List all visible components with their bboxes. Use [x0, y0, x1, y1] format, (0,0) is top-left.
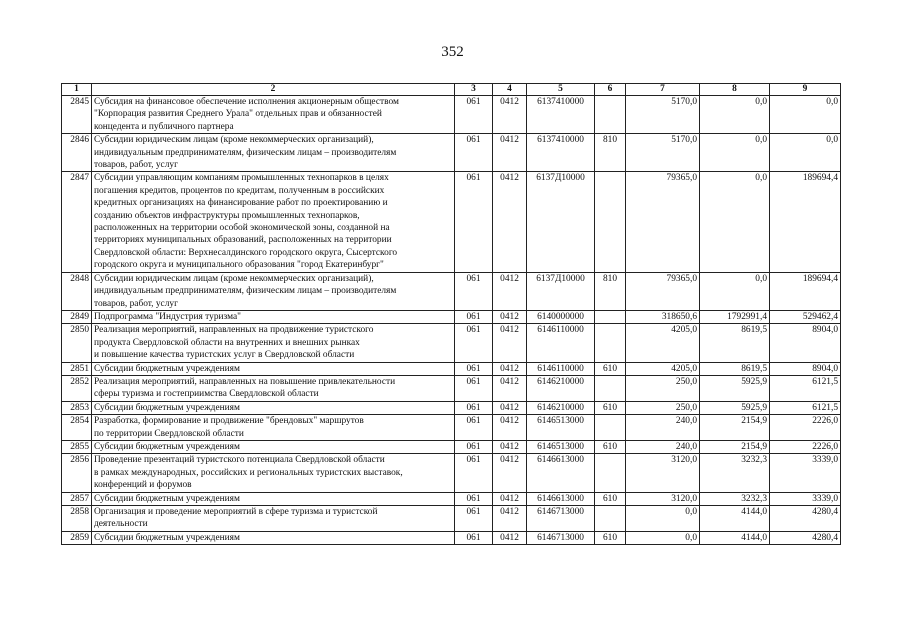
row-description: Субсидии бюджетным учреждениям — [92, 492, 455, 505]
row-description: Организация и проведение мероприятий в сфере туризма и туристской деятельности — [92, 506, 455, 532]
row-description: Разработка, формирование и продвижение "брендовых" маршрутов по территории Свердловской области — [92, 415, 455, 441]
admin-code: 061 — [455, 506, 493, 532]
amount-col9: 8904,0 — [770, 324, 841, 362]
section-code: 0412 — [493, 362, 527, 375]
admin-code: 061 — [455, 272, 493, 310]
table-row — [62, 96, 841, 134]
section-code: 0412 — [493, 172, 527, 272]
amount-col7: 4205,0 — [626, 324, 700, 362]
table-row — [62, 272, 841, 310]
amount-col8: 3232,3 — [700, 454, 770, 492]
amount-col7: 250,0 — [626, 375, 700, 401]
expense-type — [595, 172, 626, 272]
row-description: Реализация мероприятий, направленных на повышение привлекательности сферы туризма и гостеприимства Свердловской области — [92, 375, 455, 401]
amount-col9: 529462,4 — [770, 310, 841, 323]
table-row — [62, 310, 841, 323]
expense-type — [595, 310, 626, 323]
page-number: 352 — [441, 44, 464, 60]
admin-code: 061 — [455, 454, 493, 492]
amount-col7: 79365,0 — [626, 272, 700, 310]
expense-type: 810 — [595, 134, 626, 172]
row-description: Подпрограмма "Индустрия туризма" — [92, 310, 455, 323]
amount-col7: 79365,0 — [626, 172, 700, 272]
amount-col9: 0,0 — [770, 96, 841, 134]
row-number: 2855 — [62, 440, 92, 453]
table-row — [62, 454, 841, 492]
target-article: 6146110000 — [527, 362, 595, 375]
amount-col7: 3120,0 — [626, 492, 700, 505]
row-description: Субсидии бюджетным учреждениям — [92, 362, 455, 375]
amount-col8: 8619,5 — [700, 324, 770, 362]
target-article: 6137410000 — [527, 134, 595, 172]
expense-type — [595, 506, 626, 532]
amount-col7: 5170,0 — [626, 96, 700, 134]
amount-col7: 240,0 — [626, 415, 700, 441]
admin-code: 061 — [455, 440, 493, 453]
section-code: 0412 — [493, 401, 527, 414]
table-body — [62, 96, 841, 545]
amount-col7: 4205,0 — [626, 362, 700, 375]
section-code: 0412 — [493, 492, 527, 505]
expense-type: 610 — [595, 531, 626, 544]
table-row — [62, 172, 841, 272]
expense-type — [595, 324, 626, 362]
target-article: 6146210000 — [527, 401, 595, 414]
col-header: 5 — [527, 84, 595, 96]
row-number: 2853 — [62, 401, 92, 414]
admin-code: 061 — [455, 415, 493, 441]
amount-col8: 8619,5 — [700, 362, 770, 375]
amount-col8: 5925,9 — [700, 375, 770, 401]
amount-col8: 2154,9 — [700, 415, 770, 441]
admin-code: 061 — [455, 324, 493, 362]
amount-col9: 2226,0 — [770, 440, 841, 453]
amount-col7: 240,0 — [626, 440, 700, 453]
amount-col9: 6121,5 — [770, 401, 841, 414]
target-article: 6146613000 — [527, 492, 595, 505]
amount-col9: 2226,0 — [770, 415, 841, 441]
amount-col9: 3339,0 — [770, 454, 841, 492]
table-row — [62, 362, 841, 375]
amount-col8: 2154,9 — [700, 440, 770, 453]
amount-col7: 5170,0 — [626, 134, 700, 172]
expense-type — [595, 375, 626, 401]
section-code: 0412 — [493, 324, 527, 362]
expense-type — [595, 454, 626, 492]
amount-col8: 0,0 — [700, 134, 770, 172]
target-article: 6137Д10000 — [527, 272, 595, 310]
row-number: 2859 — [62, 531, 92, 544]
table-row — [62, 324, 841, 362]
admin-code: 061 — [455, 492, 493, 505]
col-header: 3 — [455, 84, 493, 96]
target-article: 6146513000 — [527, 415, 595, 441]
amount-col8: 3232,3 — [700, 492, 770, 505]
admin-code: 061 — [455, 375, 493, 401]
amount-col7: 250,0 — [626, 401, 700, 414]
amount-col8: 0,0 — [700, 272, 770, 310]
section-code: 0412 — [493, 440, 527, 453]
row-number: 2858 — [62, 506, 92, 532]
table-row — [62, 134, 841, 172]
section-code: 0412 — [493, 415, 527, 441]
row-number: 2856 — [62, 454, 92, 492]
section-code: 0412 — [493, 454, 527, 492]
target-article: 6146513000 — [527, 440, 595, 453]
col-header: 6 — [595, 84, 626, 96]
row-description: Субсидии бюджетным учреждениям — [92, 401, 455, 414]
target-article: 6137Д10000 — [527, 172, 595, 272]
amount-col9: 189694,4 — [770, 172, 841, 272]
amount-col9: 8904,0 — [770, 362, 841, 375]
table-row — [62, 506, 841, 532]
row-number: 2854 — [62, 415, 92, 441]
row-number: 2848 — [62, 272, 92, 310]
row-description: Субсидии юридическим лицам (кроме некоммерческих организаций), индивидуальным предпринимателям, физическим лицам – производителям товаров, работ, услуг — [92, 272, 455, 310]
budget-table — [61, 83, 841, 545]
amount-col8: 1792991,4 — [700, 310, 770, 323]
admin-code: 061 — [455, 172, 493, 272]
admin-code: 061 — [455, 531, 493, 544]
row-number: 2857 — [62, 492, 92, 505]
expense-type — [595, 415, 626, 441]
admin-code: 061 — [455, 310, 493, 323]
amount-col7: 0,0 — [626, 531, 700, 544]
amount-col9: 4280,4 — [770, 531, 841, 544]
section-code: 0412 — [493, 134, 527, 172]
expense-type — [595, 96, 626, 134]
amount-col9: 3339,0 — [770, 492, 841, 505]
expense-type: 610 — [595, 362, 626, 375]
header-row — [62, 84, 841, 96]
table-row — [62, 440, 841, 453]
section-code: 0412 — [493, 272, 527, 310]
table-row — [62, 415, 841, 441]
target-article: 6146613000 — [527, 454, 595, 492]
row-number: 2845 — [62, 96, 92, 134]
col-header: 8 — [700, 84, 770, 96]
row-description: Субсидии юридическим лицам (кроме некоммерческих организаций), индивидуальным предпринимателям, физическим лицам – производителям товаров, работ, услуг — [92, 134, 455, 172]
row-description: Субсидии бюджетным учреждениям — [92, 440, 455, 453]
admin-code: 061 — [455, 362, 493, 375]
row-number: 2850 — [62, 324, 92, 362]
col-header: 4 — [493, 84, 527, 96]
section-code: 0412 — [493, 531, 527, 544]
amount-col9: 189694,4 — [770, 272, 841, 310]
target-article: 6140000000 — [527, 310, 595, 323]
col-header: 9 — [770, 84, 841, 96]
row-description: Субсидии бюджетным учреждениям — [92, 531, 455, 544]
expense-type: 610 — [595, 401, 626, 414]
admin-code: 061 — [455, 401, 493, 414]
amount-col9: 4280,4 — [770, 506, 841, 532]
row-number: 2846 — [62, 134, 92, 172]
row-number: 2851 — [62, 362, 92, 375]
amount-col9: 6121,5 — [770, 375, 841, 401]
expense-type: 610 — [595, 492, 626, 505]
target-article: 6146110000 — [527, 324, 595, 362]
amount-col8: 0,0 — [700, 172, 770, 272]
table-row — [62, 375, 841, 401]
section-code: 0412 — [493, 506, 527, 532]
amount-col7: 3120,0 — [626, 454, 700, 492]
expense-type: 610 — [595, 440, 626, 453]
row-description: Реализация мероприятий, направленных на продвижение туристского продукта Свердловской области на внутренних и внешних рынках и повышение качества туристских услуг в Свердловской области — [92, 324, 455, 362]
target-article: 6137410000 — [527, 96, 595, 134]
table-row — [62, 492, 841, 505]
row-description: Субсидия на финансовое обеспечение исполнения акционерным обществом "Корпорация развития Среднего Урала" отдельных прав и обязанностей концедента и публичного партнера — [92, 96, 455, 134]
amount-col7: 318650,6 — [626, 310, 700, 323]
amount-col8: 5925,9 — [700, 401, 770, 414]
row-number: 2852 — [62, 375, 92, 401]
expense-type: 810 — [595, 272, 626, 310]
section-code: 0412 — [493, 310, 527, 323]
amount-col7: 0,0 — [626, 506, 700, 532]
amount-col8: 4144,0 — [700, 506, 770, 532]
table-row — [62, 531, 841, 544]
target-article: 6146210000 — [527, 375, 595, 401]
section-code: 0412 — [493, 96, 527, 134]
row-number: 2847 — [62, 172, 92, 272]
admin-code: 061 — [455, 96, 493, 134]
table-row — [62, 401, 841, 414]
amount-col8: 0,0 — [700, 96, 770, 134]
amount-col9: 0,0 — [770, 134, 841, 172]
col-header: 1 — [62, 84, 92, 96]
target-article: 6146713000 — [527, 506, 595, 532]
target-article: 6146713000 — [527, 531, 595, 544]
amount-col8: 4144,0 — [700, 531, 770, 544]
row-description: Субсидии управляющим компаниям промышленных технопарков в целях погашения кредитов, процентов по кредитам, полученным в российских кредитных организациях на финансирование работ по проектированию и созданию объектов инфраструктуры промышленных технопарков, расположенных на территории особой экономической зоны, созданной на территориях муниципальных образований, расположенных на территории Свердловской области: Верхнесалдинского городского округа, Сысертского городского округа и муниципального образования "город Екатеринбург" — [92, 172, 455, 272]
section-code: 0412 — [493, 375, 527, 401]
col-header: 7 — [626, 84, 700, 96]
row-description: Проведение презентаций туристского потенциала Свердловской области в рамках международных, российских и региональных туристских выставок, конференций и форумов — [92, 454, 455, 492]
col-header: 2 — [92, 84, 455, 96]
admin-code: 061 — [455, 134, 493, 172]
row-number: 2849 — [62, 310, 92, 323]
